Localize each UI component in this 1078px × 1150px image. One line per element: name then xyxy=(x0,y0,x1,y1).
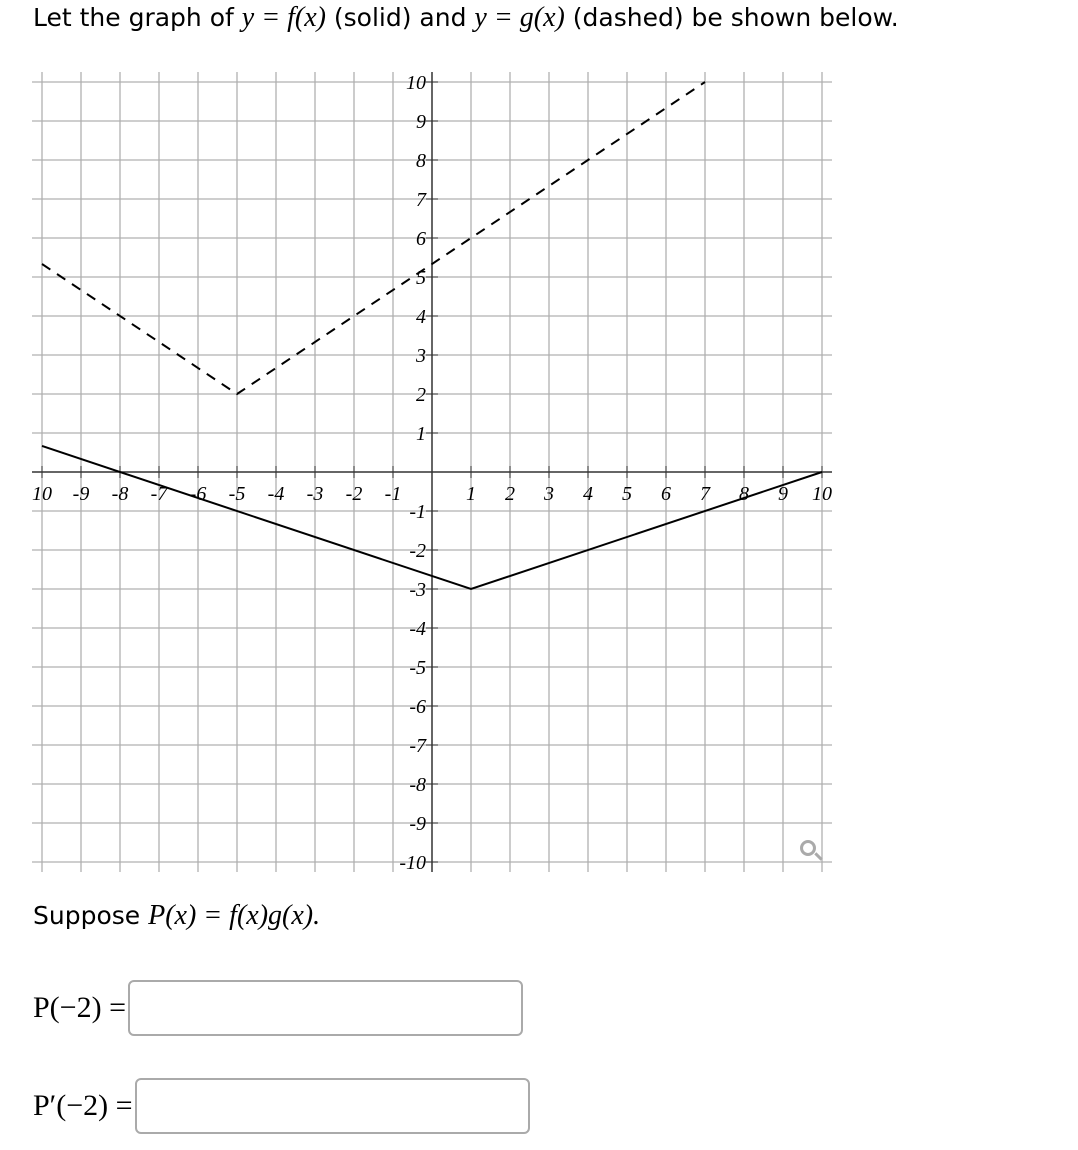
x-tick-label: -3 xyxy=(306,483,324,505)
y-tick-label: 5 xyxy=(416,267,426,289)
x-tick-label: 9 xyxy=(778,483,788,505)
y-tick-label: 9 xyxy=(416,111,426,133)
y-tick-label: -9 xyxy=(409,813,426,835)
pprime-answer-input[interactable] xyxy=(135,1078,530,1134)
y-tick-label: 4 xyxy=(416,306,426,328)
graph xyxy=(0,60,860,880)
y-tick-label: -4 xyxy=(409,618,426,640)
x-tick-label: 5 xyxy=(622,483,632,505)
x-tick-label: -5 xyxy=(228,483,246,505)
x-tick-label: 6 xyxy=(661,483,671,505)
y-tick-label: 6 xyxy=(416,228,426,250)
answer-row-p xyxy=(33,980,523,1036)
x-tick-label: 4 xyxy=(583,483,593,505)
p-definition: P(x) = f(x)g(x). xyxy=(148,900,321,931)
pprime-label: P′(−2) = xyxy=(33,1089,133,1122)
y-tick-label: -3 xyxy=(409,579,426,601)
y-tick-label: 8 xyxy=(416,150,426,172)
y-tick-label: -10 xyxy=(399,852,426,874)
y-tick-label: -6 xyxy=(409,696,426,718)
y-tick-label: 10 xyxy=(406,72,426,94)
y-tick-label: -2 xyxy=(409,540,426,562)
x-tick-label: -4 xyxy=(267,483,285,505)
magnify-icon[interactable] xyxy=(800,840,816,856)
y-tick-label: -7 xyxy=(409,735,426,757)
question-mid1: (solid) and xyxy=(325,3,475,32)
y-tick-label: -5 xyxy=(409,657,426,679)
y-tick-label: 2 xyxy=(416,384,426,406)
x-tick-label: 1 xyxy=(466,483,476,505)
x-tick-label: -9 xyxy=(72,483,90,505)
y-tick-label: 3 xyxy=(416,345,426,367)
y-tick-label: -8 xyxy=(409,774,426,796)
y-tick-label: 7 xyxy=(416,189,426,211)
x-tick-label: 10 xyxy=(812,483,832,505)
x-tick-label: -7 xyxy=(150,483,168,505)
answer-row-pprime xyxy=(33,1078,530,1134)
x-tick-label: -8 xyxy=(111,483,129,505)
p-answer-input[interactable] xyxy=(128,980,523,1036)
g-equation: y = g(x) xyxy=(474,2,565,33)
x-tick-label: -6 xyxy=(189,483,207,505)
y-tick-label: 1 xyxy=(416,423,426,445)
x-tick-label: -1 xyxy=(384,483,402,505)
x-tick-label: 8 xyxy=(739,483,749,505)
p-label: P(−2) = xyxy=(33,991,127,1024)
question-text xyxy=(33,2,899,34)
suppose-text xyxy=(33,900,320,932)
f-equation: y = f(x) xyxy=(241,2,326,33)
y-tick-label: -1 xyxy=(409,501,426,523)
question-pre: Let the graph of xyxy=(33,3,242,32)
question-mid2: (dashed) be shown below. xyxy=(564,3,899,32)
x-tick-label: -2 xyxy=(345,483,363,505)
x-tick-label: 7 xyxy=(700,483,710,505)
x-tick-label: 3 xyxy=(544,483,554,505)
x-tick-label: 10 xyxy=(32,483,52,505)
x-tick-label: 2 xyxy=(505,483,515,505)
suppose-pre: Suppose xyxy=(33,901,149,930)
